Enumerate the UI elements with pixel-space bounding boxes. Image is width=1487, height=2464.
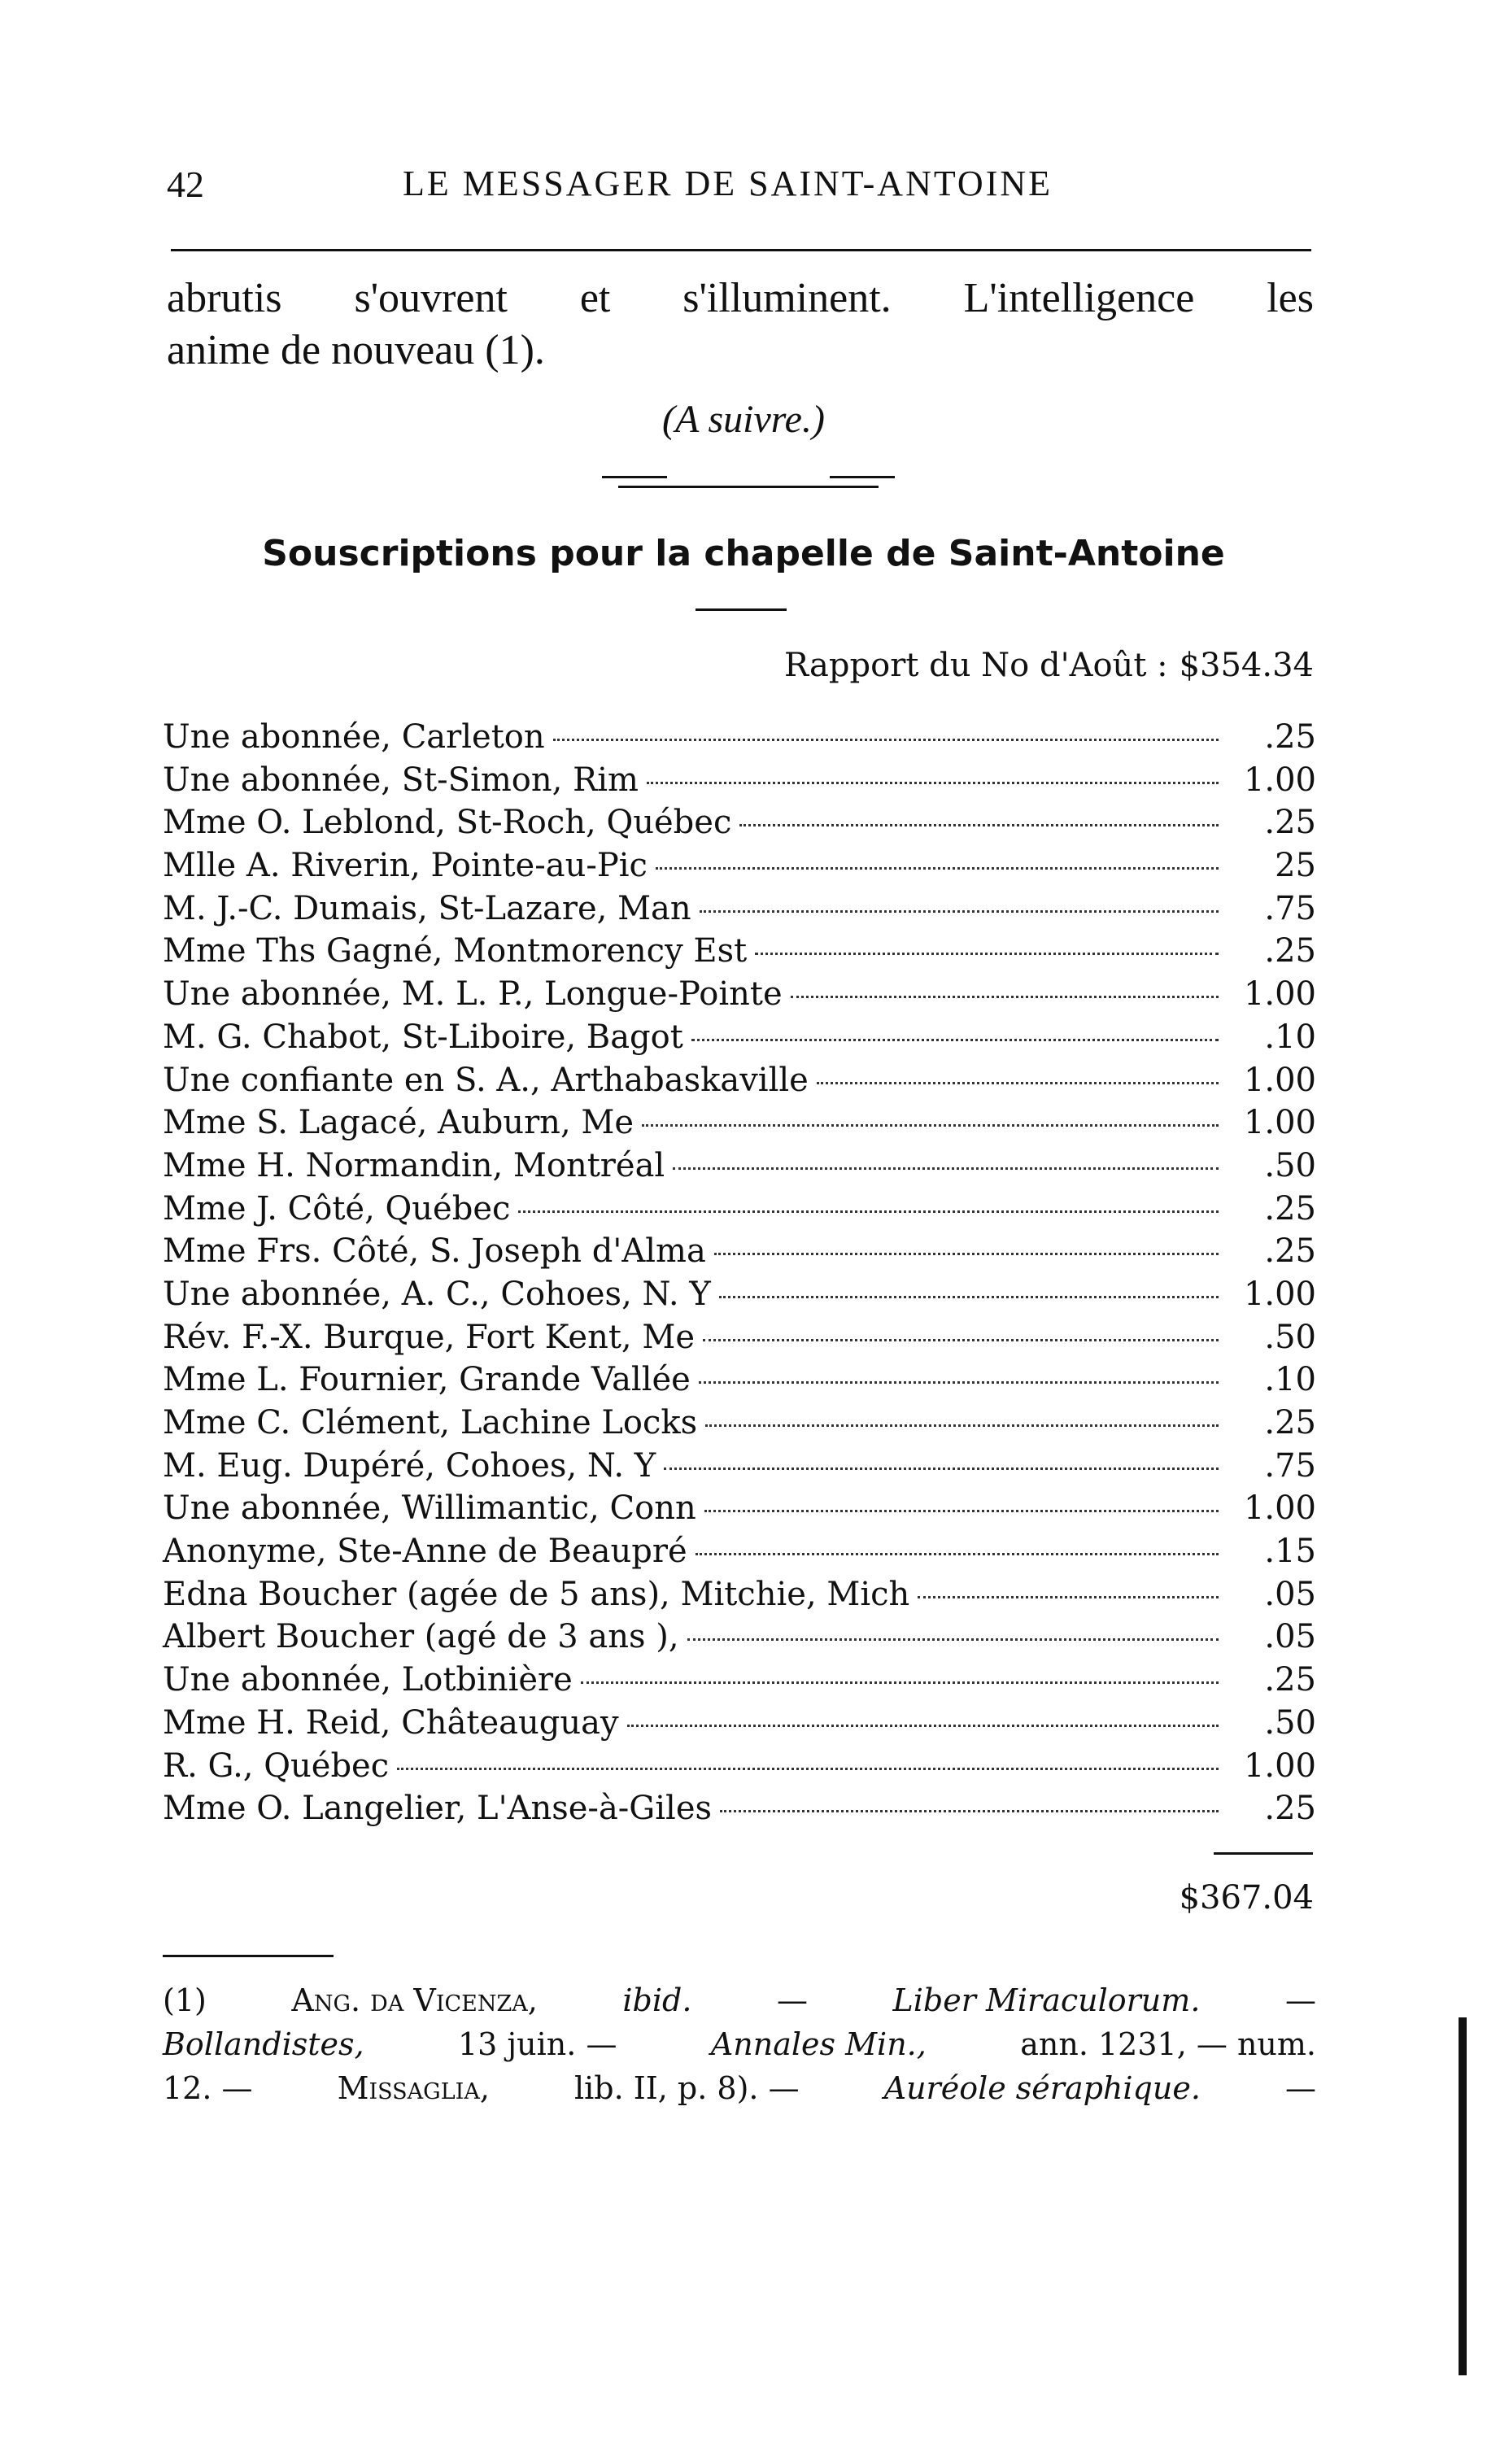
subscriber-name: Une abonnée, Lotbinière	[163, 1661, 573, 1699]
subscription-row	[163, 932, 1316, 975]
dot-leader	[656, 867, 1219, 870]
subscription-row	[163, 1190, 1316, 1233]
footnote-segment: ann. 1231, — num.	[1020, 2026, 1316, 2062]
subscription-row	[163, 847, 1316, 890]
subscription-row	[163, 1576, 1316, 1619]
total-amount: $367.04	[1179, 1879, 1314, 1917]
subscriber-name: Mme L. Fournier, Grande Vallée	[163, 1361, 691, 1399]
header-rule	[171, 249, 1311, 251]
text-word: et	[579, 275, 611, 321]
subscription-row	[163, 1361, 1316, 1404]
dot-leader	[739, 824, 1219, 826]
subscription-amount: 1.00	[1243, 1489, 1316, 1528]
subscription-list	[163, 718, 1316, 1833]
footnote-line	[163, 1978, 1316, 2022]
section-title: Souscriptions pour la chapelle de Saint-Antoine	[262, 533, 1225, 574]
subscriber-name: Mme O. Leblond, St-Roch, Québec	[163, 804, 732, 842]
dot-leader	[647, 782, 1219, 784]
subscription-amount: 1.00	[1243, 975, 1316, 1014]
dot-leader	[704, 1510, 1219, 1512]
subscriber-name: Une abonnée, M. L. P., Longue-Pointe	[163, 975, 783, 1014]
subscriber-name: M. J.-C. Dumais, St-Lazare, Man	[163, 889, 691, 927]
subscriber-name: Une abonnée, St-Simon, Rim	[163, 761, 639, 799]
subscriber-name: Mme S. Lagacé, Auburn, Me	[163, 1104, 634, 1142]
subscriber-name: Mlle A. Riverin, Pointe-au-Pic	[163, 847, 648, 885]
text-line: anime de nouveau (1).	[167, 327, 545, 373]
text-word: abrutis	[167, 275, 282, 321]
subscription-row	[163, 1533, 1316, 1576]
subscriber-name: Rév. F.-X. Burque, Fort Kent, Me	[163, 1318, 695, 1356]
subscription-row	[163, 1489, 1316, 1533]
subscription-amount: .25	[1264, 1404, 1316, 1441]
subscription-row	[163, 1276, 1316, 1319]
subscription-row	[163, 1018, 1316, 1062]
dot-leader	[719, 1296, 1219, 1298]
total-rule	[1214, 1852, 1313, 1855]
subscriber-name: Mme Frs. Côté, S. Joseph d'Alma	[163, 1232, 706, 1271]
subscription-amount: .25	[1264, 1232, 1316, 1271]
dot-leader	[720, 1810, 1219, 1812]
subscription-row	[163, 1704, 1316, 1747]
subscription-amount: .50	[1264, 1146, 1316, 1184]
dot-leader	[705, 1424, 1219, 1427]
subscriber-name: Mme Ths Gagné, Montmorency Est	[163, 932, 748, 970]
subscription-amount: .75	[1264, 1446, 1316, 1485]
dot-leader	[918, 1596, 1219, 1598]
subscriber-name: Albert Boucher (agé de 3 ans ),	[163, 1618, 679, 1656]
subscriber-name: Mme O. Langelier, L'Anse-à-Giles	[163, 1790, 713, 1828]
body-text	[167, 273, 1314, 377]
subscription-row	[163, 1747, 1316, 1790]
footnote-rule	[163, 1955, 334, 1957]
subscription-amount: 25	[1275, 847, 1316, 885]
dot-leader	[397, 1768, 1219, 1770]
footnote-segment: Ang. da Vicenza,	[291, 1982, 538, 2018]
dot-leader	[553, 739, 1219, 741]
footnote-segment: Annales Min.,	[710, 2026, 927, 2062]
page-number: 42	[167, 164, 204, 205]
subscription-row	[163, 890, 1316, 933]
subscription-row	[163, 804, 1316, 847]
dot-leader	[664, 1467, 1219, 1470]
subscription-row	[163, 718, 1316, 761]
dot-leader	[699, 1381, 1219, 1384]
subscriber-name: Une confiante en S. A., Arthabaskaville	[163, 1061, 809, 1099]
subscription-amount: .25	[1264, 1189, 1316, 1228]
subscriber-name: R. G., Québec	[163, 1747, 390, 1785]
to-be-continued: (A suivre.)	[662, 398, 825, 441]
subscriber-name: Une abonnée, Carleton	[163, 718, 545, 756]
footnote-segment: lib. II, p. 8). —	[573, 2070, 800, 2106]
dot-leader	[691, 1039, 1219, 1041]
report-amount: $354.34	[1179, 647, 1314, 684]
footnote-segment: —	[1284, 2070, 1316, 2106]
subscriber-name: Mme H. Reid, Châteauguay	[163, 1703, 619, 1742]
subscriber-name: Mme H. Normandin, Montréal	[163, 1146, 665, 1184]
dot-leader	[755, 953, 1219, 955]
running-header	[167, 163, 1314, 220]
subscription-amount: .05	[1264, 1575, 1316, 1613]
subscription-amount: 1.00	[1243, 1061, 1316, 1099]
footnote-line	[163, 2066, 1316, 2110]
text-word: L'intelligence	[963, 275, 1195, 321]
footnote-segment: —	[1284, 1982, 1316, 2018]
dot-leader	[627, 1725, 1219, 1727]
dot-leader	[518, 1210, 1219, 1213]
subscription-row	[163, 1790, 1316, 1833]
footnote	[163, 1978, 1316, 2110]
subscription-row	[163, 1147, 1316, 1190]
footnote-segment: Bollandistes,	[163, 2026, 364, 2062]
subscription-row	[163, 1104, 1316, 1147]
section-rule	[696, 608, 787, 611]
subscription-row	[163, 761, 1316, 805]
running-title: LE MESSAGER DE SAINT-ANTOINE	[403, 164, 1053, 203]
subscription-row	[163, 1062, 1316, 1105]
dot-leader	[642, 1124, 1219, 1127]
footnote-segment: —	[776, 1982, 808, 2018]
dot-leader	[703, 1339, 1219, 1341]
dot-leader	[673, 1167, 1219, 1170]
text-line	[167, 273, 1314, 325]
scan-margin-mark	[1459, 2017, 1467, 2375]
subscription-amount: 1.00	[1243, 1104, 1316, 1142]
footnote-segment: (1)	[163, 1982, 207, 2018]
dot-leader	[791, 996, 1219, 998]
subscriber-name: Mme J. Côté, Québec	[163, 1189, 511, 1228]
subscriber-name: Une abonnée, A. C., Cohoes, N. Y	[163, 1275, 711, 1313]
subscription-amount: .10	[1264, 1018, 1316, 1056]
ornament-divider	[602, 468, 895, 500]
subscription-row	[163, 1661, 1316, 1704]
footnote-segment: Missaglia,	[337, 2070, 490, 2106]
dot-leader	[687, 1638, 1219, 1641]
subscription-row	[163, 1618, 1316, 1661]
report-line	[651, 647, 1314, 684]
dot-leader	[817, 1082, 1219, 1084]
subscriber-name: Edna Boucher (agée de 5 ans), Mitchie, Mich	[163, 1575, 910, 1613]
subscription-amount: .25	[1264, 1661, 1316, 1699]
dot-leader	[581, 1681, 1219, 1684]
subscriber-name: Mme C. Clément, Lachine Locks	[163, 1404, 698, 1441]
subscriber-name: M. Eug. Dupéré, Cohoes, N. Y	[163, 1446, 656, 1485]
footnote-segment: 13 juin. —	[457, 2026, 617, 2062]
footnote-segment: Auréole séraphique.	[883, 2070, 1201, 2106]
subscription-amount: 1.00	[1243, 761, 1316, 799]
dot-leader	[696, 1553, 1219, 1555]
footnote-segment: ibid.	[622, 1982, 692, 2018]
subscription-amount: .50	[1264, 1318, 1316, 1356]
text-word: s'illuminent.	[682, 275, 892, 321]
subscription-row	[163, 1232, 1316, 1276]
subscription-row	[163, 1319, 1316, 1362]
dot-leader	[700, 910, 1219, 913]
subscription-amount: .10	[1264, 1361, 1316, 1399]
subscription-amount: .75	[1264, 889, 1316, 927]
subscription-amount: .25	[1264, 804, 1316, 842]
footnote-line	[163, 2022, 1316, 2066]
dot-leader	[714, 1253, 1219, 1255]
subscription-amount: .50	[1264, 1703, 1316, 1742]
subscription-amount: .15	[1264, 1533, 1316, 1571]
subscription-amount: .25	[1264, 718, 1316, 756]
subscription-amount: 1.00	[1243, 1747, 1316, 1785]
subscription-amount: .05	[1264, 1618, 1316, 1656]
subscriber-name: Anonyme, Ste-Anne de Beaupré	[163, 1533, 687, 1571]
subscriber-name: Une abonnée, Willimantic, Conn	[163, 1489, 696, 1528]
subscription-amount: .25	[1264, 1790, 1316, 1828]
subscription-amount: 1.00	[1243, 1275, 1316, 1313]
subscription-row	[163, 1447, 1316, 1490]
subscriber-name: M. G. Chabot, St-Liboire, Bagot	[163, 1018, 683, 1056]
text-word: les	[1267, 275, 1314, 321]
footnote-segment: Liber Miraculorum.	[892, 1982, 1201, 2018]
subscription-row	[163, 975, 1316, 1018]
subscription-row	[163, 1404, 1316, 1447]
subscription-amount: .25	[1264, 932, 1316, 970]
text-word: s'ouvrent	[354, 275, 508, 321]
footnote-segment: 12. —	[163, 2070, 253, 2106]
report-label: Rapport du No d'Août :	[784, 647, 1168, 684]
